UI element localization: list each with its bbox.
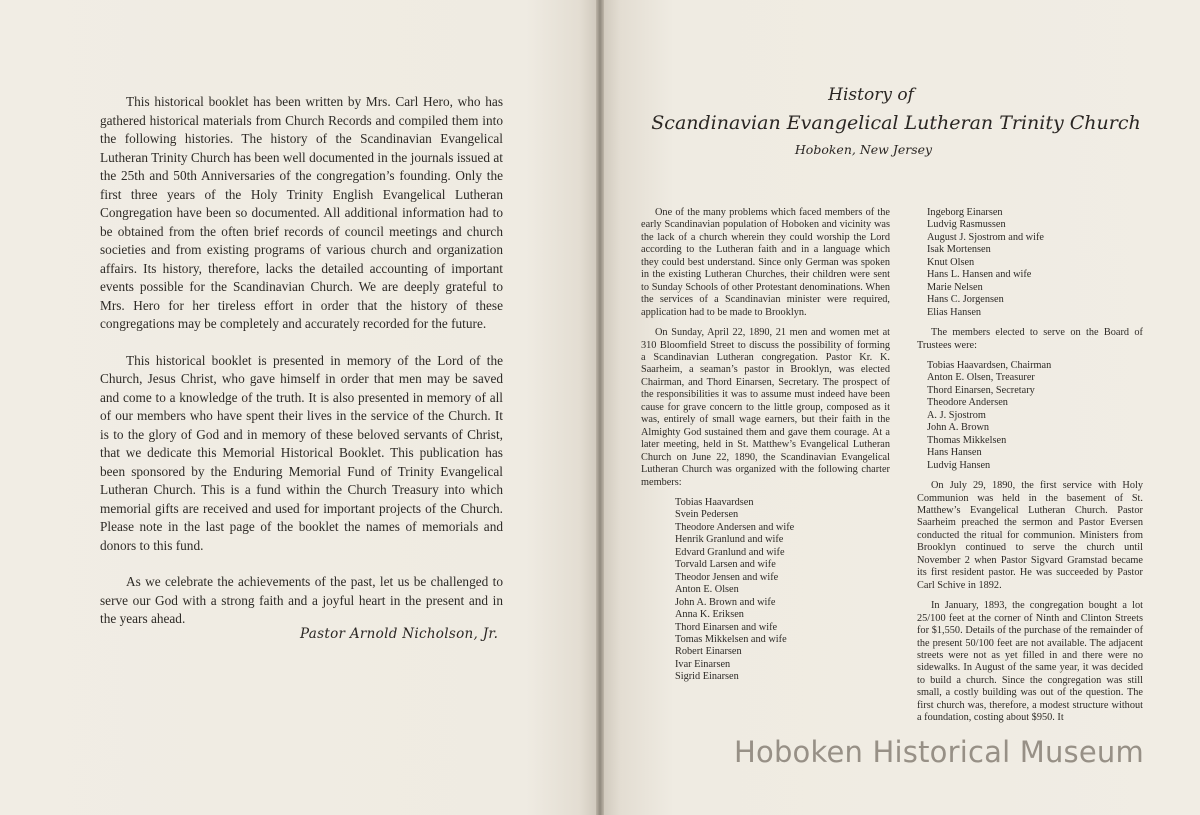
- history-title-block: [602, 82, 1200, 162]
- history-column-2: [917, 207, 1143, 733]
- list-item: Ivar Einarsen: [675, 658, 731, 670]
- title-line-1: History of: [828, 85, 914, 105]
- trustees-list: [917, 360, 1143, 472]
- foreword-paragraph-3: As we celebrate the achievements of the past, let us be challenged to serve our God with a strong faith and a joyful heart in the present and in the years ahead.: [100, 574, 503, 626]
- museum-watermark: Hoboken Historical Museum: [734, 735, 1144, 769]
- list-item: Marie Nelsen: [927, 281, 983, 293]
- list-item: Isak Mortensen: [927, 244, 991, 256]
- list-item: Elias Hansen: [927, 306, 982, 318]
- list-item: Ludvig Hansen: [927, 459, 991, 471]
- list-item: Thord Einarsen, Secretary: [927, 384, 1035, 396]
- list-item: John A. Brown: [927, 422, 990, 434]
- list-item: Torvald Larsen and wife: [675, 559, 776, 571]
- list-item: Anton E. Olsen, Treasurer: [927, 372, 1035, 384]
- list-item: Ludvig Rasmussen: [927, 219, 1006, 231]
- history-paragraph-2: On Sunday, April 22, 1890, 21 men and women met at 310 Bloomfield Street to discuss the possibility of forming a Scandinavian Lutheran congregation. Pastor Kr. K. Saarheim, a seaman’s pastor in Brooklyn, was elected Chairman, and Thord Einarsen, Secretary. The prospect of the responsibilities it was to assume must indeed have been cause for grave concern to the little group, composed as it was, entirely of small wage earners, but their faith in the Almighty God sustained them and gave them courage. At a later meeting, held in St. Matthew’s Evangelical Lutheran Church on June 22, 1890, the Scandinavian Evangelical Lutheran Church was organized with the following charter members:: [641, 327, 890, 488]
- list-item: Hans C. Jorgensen: [927, 294, 1004, 306]
- list-item: August J. Sjostrom and wife: [927, 231, 1044, 243]
- list-item: Theodore Andersen: [927, 397, 1008, 409]
- history-paragraph-1: One of the many problems which faced members of the early Scandinavian population of Hoboken and vicinity was the lack of a church wherein they could worship the Lord according to the Lutheran faith and in a language which they could best understand. Since only German was spoken in the existing Lutheran Churches, their children were sent to Sunday Schools of other Protestant denominations. When the services of a Scandinavian minister were required, application had to be made to Brooklyn.: [641, 207, 890, 318]
- charter-members-list-2: [917, 207, 1143, 319]
- list-item: Hans Hansen: [927, 447, 982, 459]
- list-item: Svein Pedersen: [675, 509, 739, 521]
- title-subtitle: Hoboken, New Jersey: [794, 142, 933, 157]
- list-item: Tobias Haavardsen: [675, 496, 754, 508]
- charter-members-list-1: [641, 497, 890, 684]
- history-paragraph-3: On July 29, 1890, the first service with Holy Communion was held in the basement of St. Matthew’s Evangelical Lutheran Church. Pastor Saarheim preached the sermon and Pastor Eversen conducted the ritual for communion. Ministers from Brooklyn continued to serve the church until November 2 when Pastor Sigvard Gramstad became its first resident pastor. He was succeeded by Pastor Carl Schive in 1892.: [917, 480, 1143, 591]
- list-item: Knut Olsen: [927, 256, 975, 268]
- title-line-2: Scandinavian Evangelical Lutheran Trinity Church: [651, 112, 1141, 134]
- foreword-text: [100, 93, 503, 647]
- list-item: Hans L. Hansen and wife: [927, 269, 1032, 281]
- foreword-paragraph-1: This historical booklet has been written by Mrs. Carl Hero, who has gathered historical materials from Church Records and compiled them into the following histories. The history of the Scandinavian Evangelical Lutheran Trinity Church has been well documented in the journals issued at the 25th and 50th Anniversaries of the congregation’s founding. Only the first three years of the Holy Trinity English Evangelical Lutheran Congregation have been so documented. All additional information had to be obtained from the often brief records of council meetings and church societies and from existing programs of various church and organization affairs. Its history, therefore, lacks the detailed accounting of important events possible for the Scandinavian Church. We are deeply grateful to Mrs. Hero for her tireless effort in order that the history of these congregations may be completely and accurately recorded for the future.: [100, 94, 503, 331]
- list-item: John A. Brown and wife: [675, 596, 776, 608]
- list-item: Tobias Haavardsen, Chairman: [927, 359, 1052, 371]
- list-item: A. J. Sjostrom: [927, 409, 986, 421]
- list-item: Anna K. Eriksen: [675, 609, 744, 621]
- history-paragraph-4: In January, 1893, the congregation bought a lot 25/100 feet at the corner of Ninth and Clinton Streets for $1,550. Details of the purchase of the remainder of the present 50/100 feet are not available. The adjacent streets were not as yet filled in and there were no sidewalks. In August of the same year, it was decided to build a church. Since the congregation was still small, a costly building was out of the question. The first church was, therefore, a modest structure without a foundation, costing about $950. It: [917, 600, 1143, 724]
- list-item: Theodor Jensen and wife: [675, 571, 779, 583]
- list-item: Sigrid Einarsen: [675, 671, 739, 683]
- list-item: Thord Einarsen and wife: [675, 621, 778, 633]
- pastor-signature: Pastor Arnold Nicholson, Jr.: [300, 626, 499, 642]
- list-item: Edvard Granlund and wife: [675, 546, 785, 558]
- list-item: Tomas Mikkelsen and wife: [675, 633, 787, 645]
- foreword-paragraph-2: This historical booklet is presented in memory of the Lord of the Church, Jesus Christ, who gave himself in order that men may be saved and come to a knowledge of the truth. It is also presented in memory of all of our members who have spent their lives in the service of the Church. It is to the glory of God and in memory of these beloved servants of Christ, that we dedicate this Memorial Historical Booklet. This publication has been sponsored by the Enduring Memorial Fund of Trinity Evangelical Lutheran Church. This is a fund within the Church Treasury into which memorial gifts are received and used for important projects of the Church. Please note in the last page of the booklet the names of memorials and donors to this fund.: [100, 352, 503, 553]
- list-item: Thomas Mikkelsen: [927, 434, 1007, 446]
- list-item: Robert Einarsen: [675, 646, 742, 658]
- list-item: Theodore Andersen and wife: [675, 521, 795, 533]
- history-column-1: [641, 207, 890, 692]
- trustees-intro: The members elected to serve on the Board of Trustees were:: [917, 327, 1143, 351]
- list-item: Anton E. Olsen: [675, 584, 739, 596]
- list-item: Ingeborg Einarsen: [927, 207, 1003, 218]
- list-item: Henrik Granlund and wife: [675, 534, 784, 546]
